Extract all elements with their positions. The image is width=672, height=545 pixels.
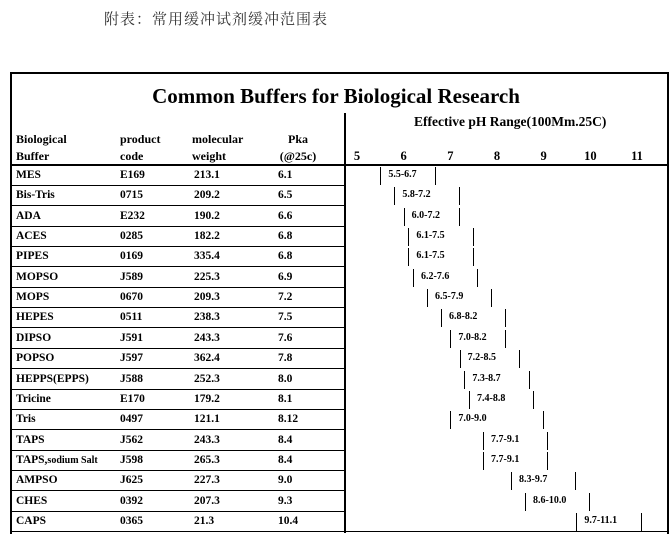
pka-value: 6.5 xyxy=(278,189,293,202)
molecular-weight: 227.3 xyxy=(194,474,220,487)
ph-range-label: 6.1-7.5 xyxy=(416,230,445,242)
ph-range-label: 7.4-8.8 xyxy=(477,392,506,404)
pka-value: 9.3 xyxy=(278,494,293,507)
buffer-name-text: MOPS xyxy=(16,291,50,304)
row-rule xyxy=(12,531,668,532)
table-row xyxy=(12,431,668,451)
ph-range-label: 9.7-11.1 xyxy=(584,514,618,526)
molecular-weight: 238.3 xyxy=(194,311,220,324)
pka-value: 6.1 xyxy=(278,169,293,181)
buffer-name xyxy=(16,332,51,344)
ph-range-label: 6.2-7.6 xyxy=(421,270,450,282)
buffer-name-text: CHES xyxy=(16,494,48,507)
pka-value: 7.5 xyxy=(278,311,293,324)
buffer-name-text: Bis-Tris xyxy=(16,189,55,202)
product-code: E170 xyxy=(120,392,145,405)
ph-range-label: 7.0-8.2 xyxy=(458,331,487,343)
ph-scale-tick: 9 xyxy=(540,149,547,163)
pka-value: 8.12 xyxy=(278,413,299,426)
ph-range-label: 7.7-9.1 xyxy=(491,453,520,465)
buffer-name xyxy=(16,393,51,405)
buffer-name xyxy=(16,454,98,466)
pka-value: 10.4 xyxy=(278,514,299,527)
header-code-line1: product xyxy=(120,132,161,146)
product-code: 0715 xyxy=(120,189,143,202)
table-row xyxy=(12,410,668,430)
buffer-name-text: POPSO xyxy=(16,352,55,365)
molecular-weight: 182.2 xyxy=(194,230,220,243)
ph-range-label: 6.0-7.2 xyxy=(411,209,440,221)
table-row xyxy=(12,166,668,186)
pka-value: 6.8 xyxy=(278,230,293,243)
product-code: E232 xyxy=(120,209,145,222)
ph-range-label: 8.3-9.7 xyxy=(519,474,548,486)
buffer-name-text: CAPS xyxy=(16,514,47,527)
pka-value: 8.4 xyxy=(278,433,293,446)
molecular-weight: 121.1 xyxy=(194,413,220,426)
product-code: J588 xyxy=(120,372,143,385)
table-row xyxy=(12,268,668,288)
product-code: 0392 xyxy=(120,494,143,507)
ph-range-label: 7.3-8.7 xyxy=(472,372,501,384)
table-row xyxy=(12,471,668,491)
buffer-name xyxy=(16,434,45,446)
header-buffer-line2: Buffer xyxy=(16,149,50,163)
header-mw-line1: molecular xyxy=(192,132,244,146)
ph-range-title: Effective pH Range(100Mm.25C) xyxy=(414,114,607,129)
product-code: 0169 xyxy=(120,250,143,263)
header-code xyxy=(120,131,160,165)
ph-range-label: 7.0-9.0 xyxy=(458,413,487,425)
buffer-name-text: HEPPS(EPPS) xyxy=(16,372,89,385)
molecular-weight: 362.4 xyxy=(194,352,220,365)
table-row xyxy=(12,247,668,267)
molecular-weight: 252.3 xyxy=(194,372,220,385)
buffer-name-text: MOPSO xyxy=(16,270,59,283)
table-row xyxy=(12,370,668,390)
buffer-name xyxy=(16,311,54,323)
ph-range-label: 7.7-9.1 xyxy=(491,433,520,445)
product-code: 0497 xyxy=(120,413,143,426)
buffer-name xyxy=(16,210,41,222)
buffer-name-text: ACES xyxy=(16,230,47,243)
product-code: J562 xyxy=(120,433,143,446)
header-mw xyxy=(192,131,243,165)
buffer-name xyxy=(16,515,46,527)
buffer-name-text: MES xyxy=(16,169,41,181)
product-code: J589 xyxy=(120,270,143,283)
pka-value: 8.0 xyxy=(278,372,293,385)
buffer-name xyxy=(16,413,36,425)
molecular-weight: 213.1 xyxy=(194,169,220,181)
ph-scale-tick: 10 xyxy=(584,149,597,163)
header-buffer-line1: Biological xyxy=(16,132,67,146)
ph-range-label: 6.5-7.9 xyxy=(435,291,464,303)
buffer-name-text: TAPS xyxy=(16,433,45,446)
ph-range-label: 7.2-8.5 xyxy=(467,352,496,364)
table-row xyxy=(12,329,668,349)
ph-range-label: 8.6-10.0 xyxy=(533,494,567,506)
buffer-name-text: Tricine xyxy=(16,392,51,405)
ph-range-label: 6.8-8.2 xyxy=(449,311,478,323)
header-mw-line2: weight xyxy=(192,149,226,163)
product-code: E169 xyxy=(120,169,145,181)
buffer-name xyxy=(16,230,47,242)
pka-value: 9.0 xyxy=(278,474,293,487)
ph-scale-tick: 7 xyxy=(447,149,454,163)
molecular-weight: 190.2 xyxy=(194,209,220,222)
table-row xyxy=(12,492,668,512)
table-row xyxy=(12,227,668,247)
ph-range-label: 5.5-6.7 xyxy=(388,169,417,180)
ph-range-label: 5.8-7.2 xyxy=(402,189,431,201)
pka-value: 7.6 xyxy=(278,331,293,344)
product-code: 0670 xyxy=(120,291,143,304)
product-code: J625 xyxy=(120,474,143,487)
product-code: J598 xyxy=(120,453,143,466)
molecular-weight: 335.4 xyxy=(194,250,220,263)
header-pka xyxy=(278,131,318,165)
molecular-weight: 209.2 xyxy=(194,189,220,202)
product-code: J597 xyxy=(120,352,143,365)
table-row xyxy=(12,186,668,206)
header-pka-line2: (@25c) xyxy=(279,149,317,163)
header-buffer xyxy=(16,131,67,165)
molecular-weight: 243.3 xyxy=(194,331,220,344)
table-title: Common Buffers for Biological Research xyxy=(152,84,520,108)
table-row xyxy=(12,308,668,328)
ph-scale-tick: 8 xyxy=(493,149,501,163)
pka-value: 8.1 xyxy=(278,392,293,405)
molecular-weight: 243.3 xyxy=(194,433,220,446)
pka-value: 7.8 xyxy=(278,352,293,365)
molecular-weight: 209.3 xyxy=(194,291,220,304)
pka-value: 8.4 xyxy=(278,453,293,466)
table-row xyxy=(12,349,668,369)
buffer-name xyxy=(16,271,58,283)
buffer-name xyxy=(16,250,49,262)
buffer-name xyxy=(16,474,58,486)
ph-scale-tick: 11 xyxy=(631,149,643,163)
product-code: 0285 xyxy=(120,230,143,243)
header-pka-line1: Pka xyxy=(287,132,308,146)
buffer-name-text: AMPSO xyxy=(16,474,58,487)
buffer-name-text: TAPS, xyxy=(16,453,48,466)
buffer-name-text: DIPSO xyxy=(16,331,52,344)
table-row xyxy=(12,512,668,532)
table-row xyxy=(12,451,668,471)
table-row xyxy=(12,390,668,410)
buffer-name-text: HEPES xyxy=(16,311,54,324)
buffer-name xyxy=(16,373,89,385)
molecular-weight: 225.3 xyxy=(194,270,220,283)
header-code-line2: code xyxy=(120,149,144,163)
page-caption: 附表：常用缓冲试剂缓冲范围表 xyxy=(104,10,329,28)
pka-value: 6.9 xyxy=(278,270,293,283)
ph-scale-tick: 5 xyxy=(353,149,361,163)
buffer-name xyxy=(16,291,49,303)
pka-value: 6.6 xyxy=(278,209,293,222)
molecular-weight: 265.3 xyxy=(194,453,220,466)
buffer-name-text: ADA xyxy=(16,209,41,222)
product-code: 0365 xyxy=(120,514,143,527)
product-code: J591 xyxy=(120,331,143,344)
product-code: 0511 xyxy=(120,311,143,324)
buffer-name xyxy=(16,189,55,201)
buffer-name xyxy=(16,169,41,181)
buffer-name xyxy=(16,495,47,507)
buffer-name-text: PIPES xyxy=(16,250,49,263)
ph-range-label: 6.1-7.5 xyxy=(416,250,445,262)
molecular-weight: 21.3 xyxy=(194,514,215,527)
molecular-weight: 179.2 xyxy=(194,392,220,405)
pka-value: 6.8 xyxy=(278,250,293,263)
table-row xyxy=(12,207,668,227)
pka-value: 7.2 xyxy=(278,291,293,304)
table-row xyxy=(12,288,668,308)
buffer-name-text: Tris xyxy=(16,413,36,426)
ph-scale-tick: 6 xyxy=(400,149,407,163)
buffer-name-suffix: sodium Salt xyxy=(47,454,98,466)
molecular-weight: 207.3 xyxy=(194,494,220,507)
buffer-name xyxy=(16,352,54,364)
